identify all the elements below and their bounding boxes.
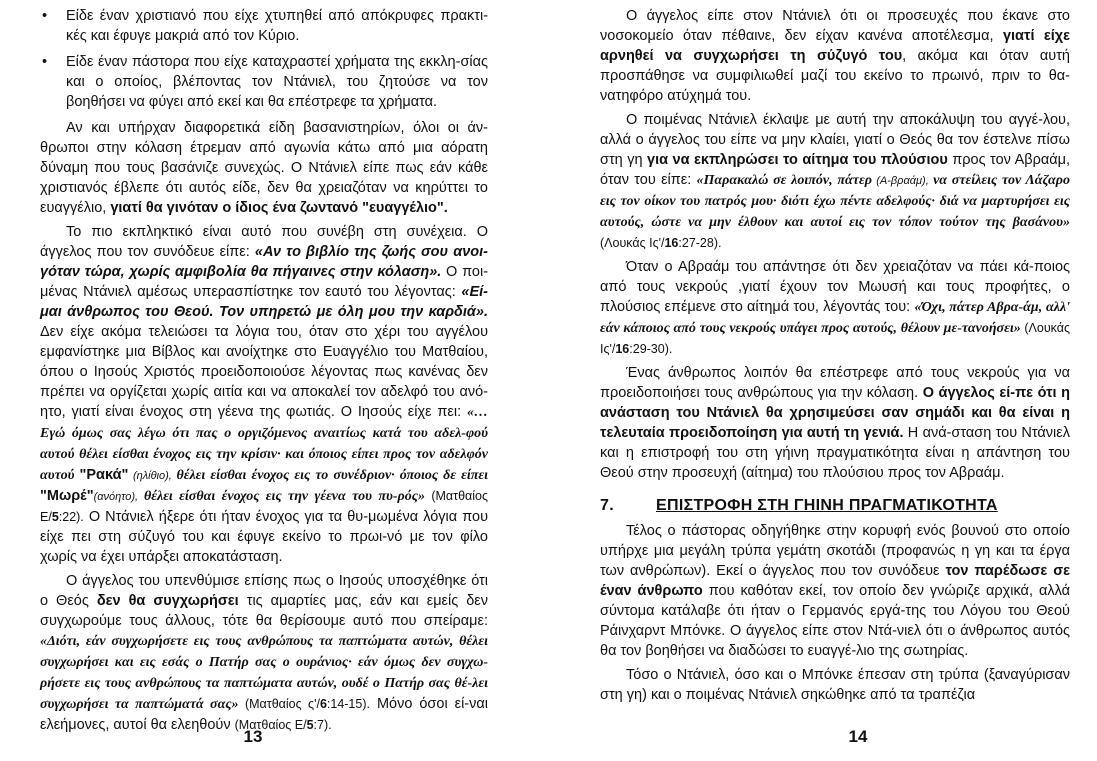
right-column [600,6,1070,709]
page-number: 13 [243,727,263,746]
section-heading [600,497,1070,515]
left-column [40,6,488,739]
section-number: 7. [600,497,614,514]
paragraph: Το πιο εκπληκτικό είναι αυτό που συνέβη στη συνέχεια. Ο άγγελος που τον συνόδευε είπε: «Αν το βιβλίο της ζωής σου ανοι-γόταν τώρα, χωρίς αμφιβολία θα πήγαινες στην κόλαση». Ο ποι-μένας Ντάνιελ αμέσως υπερασπίστηκε τον εαυτό του λέγοντας: «Εί-μαι άνθρωπος του Θεού. Τον υπηρετώ με όλη μου την καρδιά». Δεν είχε ακόμα τελειώσει τα λόγια του, όταν στο χέρι του αγγέλου εμφανίστηκε μια Βίβλος και ανοίχτηκε στο Ευαγγέλιο του Ματθαίου, όπου ο Ιησούς Χριστός προειδοποιούσε λέγοντας πως κανένας δεν πρέπει να οργίζεται χωρίς αιτία και να αποκαλεί τον αδελφό του ανό-ητο, γιατί είναι ένοχος στη γέενα της φωτιάς. Ο Ιησούς είχε πει: «…Εγώ όμως σας λέγω ότι πας ο οργιζόμενος αναιτίως κατά του αδελ-φού αυτού θέλει είσθαι ένοχος εις την κρίσιν· και όποιος είπει προς τον αδελφόν αυτού "Ρακά" (ηλίθιο), θέλει είσθαι ένοχος εις το συνέδριον· όποιος δε είπει "Μωρέ"(ανόητο), θέλει είσθαι ένοχος εις την γέενα του πυ-ρός» (Ματθαίος Ε/5:22). Ο Ντάνιελ ήξερε ότι ήταν ένοχος για τα θυ-μωμένα λόγια που είχε πει στη σύζυγό του και έφυγε εκείνο το πρωι-νό με τον φίλο χωρίς να έχει υπάρξει αποκατάσταση. [40,224,488,565]
bullet-list [40,6,488,112]
scripture-reference: (Λουκάς Ις'/16:27-28). [600,236,722,250]
bullet-dot-icon: • [42,54,48,70]
paragraph: Ο άγγελος του υπενθύμισε επίσης πως ο Ιησούς υποσχέθηκε ότι ο Θεός δεν θα συγχωρήσει τις αμαρτίες μας, εάν και εμείς δεν συγχωρούμε τους άλλους, τότε θα θερίσουμε αυτό που σπείραμε: «Διότι, εάν συγχωρήσετε εις τους ανθρώπους τα παπτώματα αυτών, θέλει συγχωρήσει και εις εσάς ο Πατήρ σας ο ουράνιος· εάν όμως δεν συγχω-ρήσετε εις τους ανθρώπους τα παπτώματα αυτών, ουδέ ο Πατήρ σας θέ-λει συγχωρήσει τα παπτώματά σας» (Ματθαίος ς'/6:14-15). Μόνο όσοι εί-ναι ελεήμονες, αυτοί θα ελεηθούν (Ματθαίος Ε/5:7). [40,573,488,733]
scripture-quote: «Παρακαλώ σε λοιπόν, πάτερ [696,173,872,188]
scripture-quote: «Όχι, πάτερ Αβρα-άμ, αλλ' εάν κάποιος από τους νεκρούς υπάγει προς αυτούς, θέλουν με-τανοήσει» [600,300,1071,336]
page-number: 14 [848,727,868,746]
bullet-dot-icon: • [42,8,48,24]
paragraph: Όταν ο Αβραάμ του απάντησε ότι δεν χρειαζόταν να πάει κά-ποιος από τους νεκρούς ,γιατί έχουν τον Μωυσή και τους προφήτες, ο πλούσιος επέμενε στο αίτημά του, λέγοντάς του: «Όχι, πάτερ Αβρα-άμ, αλλ' εάν κάποιος από τους νεκρούς υπάγει προς αυτούς, θέλουν με-τανοήσει» (Λουκάς Ις'/16:29-30). [600,259,1071,356]
paragraph: Τόσο ο Ντάνιελ, όσο και ο Μπόνκε έπεσαν στη τρύπα (ξαναγύρισαν στη γη) και ο ποιμένας Ντάνιελ σηκώθηκε από τα τραπέζια [600,667,1070,703]
scripture-reference: (Λουκάς Ις'/16:29-30). [600,321,1071,356]
scripture-reference: (Ματθαίος Ε/5:22). [40,489,488,524]
left-page [0,0,548,761]
section-title: ΕΠΙΣΤΡΟΦΗ ΣΤΗ ΓΗΙΝΗ ΠΡΑΓΜΑΤΙΚΟΤΗΤΑ [656,497,998,514]
scripture-quote: «…Εγώ όμως σας λέγω ότι πας ο οργιζόμενος αναιτίως κατά του αδελ-φού αυτού θέλει είσθαι ένοχος εις την κρίσιν· και όποιος είπει προς τον αδελφόν αυτού [40,405,488,483]
right-page [548,0,1097,761]
bullet-item: • Είδε έναν πάστορα που είχε καταχραστεί χρήματα της εκκλη-σίας και ο οποίος, βλέποντας τον Ντάνιελ, του ζητούσε να τον βοηθήσει να φύγει από εκεί και θα επέστρεφε τα χρήματα. [42,54,488,110]
scripture-quote: «Διότι, εάν συγχωρήσετε εις τους ανθρώπους τα παπτώματα αυτών, θέλει συγχωρήσει και εις εσάς ο Πατήρ σας ο ουράνιος· εάν όμως δεν συγχω-ρήσετε εις τους ανθρώπους τα παπτώματα αυτών, ουδέ ο Πατήρ σας θέ-λει συγχωρήσει τα παπτώματά σας» [40,634,488,712]
scripture-reference: (Ματθαίος Ε/5:7). [234,718,332,732]
paragraph: Τέλος ο πάστορας οδηγήθηκε στην κορυφή ενός βουνού στο οποίο υπήρχε μια μεγάλη τρύπα γεμάτη σκοτάδι (προφανώς η γη και τα έργα των ανθρώπων). Εκεί ο άγγελος που τον συνόδευε τον παρέδωσε σε έναν άνθρωπο που καθόταν εκεί, τον οποίο δεν γνώριζε αρχικά, αλλά σύντομα κατάλαβε ότι ήταν ο Γερμανός εργά-της του Λόγου του Θεού Ράινχαρντ Μπόνκε. Ο άγγελος είπε στον Ντά-νιελ ότι ο άνθρωπος αυτός θα τον βοηθήσει να διαδώσει το ευαγγέ-λιο της σωτηρίας. [600,523,1070,659]
scripture-reference: (Ματθαίος ς'/6:14-15). [238,697,370,711]
paragraph: Ο ποιμένας Ντάνιελ έκλαψε με αυτή την αποκάλυψη του αγγέ-λου, αλλά ο άγγελος του είπε να μην κλαίει, γιατί ο Θεός θα τον έστελνε πίσω στη γη για να εκπληρώσει το αίτημα του πλούσιου προς τον Αβραάμ, όταν του είπε: «Παρακαλώ σε λοιπόν, πάτερ (Α-βραάμ), να στείλεις τον Λάζαρο εις τον οίκον του πατρός μου· διότι έχω πέντε αδελφούς· διά να μαρτυρήσει εις αυτούς, ώστε να μην έλθουν και αυτοί εις τον τόπον τούτον της βασάνου» (Λουκάς Ις'/16:27-28). [600,112,1070,250]
bullet-item: • Είδε έναν χριστιανό που είχε χτυπηθεί από απόκρυφες πρακτι-κές και έφυγε μακριά από τον Κύριο. [42,8,488,44]
paragraph: Ο άγγελος είπε στον Ντάνιελ ότι οι προσευχές που έκανε στο νοσοκομείο όταν πέθαινε, δεν είχαν κανένα αποτέλεσμα, γιατί είχε αρνηθεί να συγχωρήσει τη σύζυγό του, ακόμα και όταν αυτή προσπάθησε να συμφιλιωθεί μαζί του εκείνο το πρωινό, πριν το θα-νατηφόρο ατύχημά του. [600,8,1071,104]
paragraph: Ένας άνθρωπος λοιπόν θα επέστρεφε από τους νεκρούς για να προειδοποιήσει τους ανθρώπους για την κόλαση. Ο άγγελος εί-πε ότι η ανάσταση του Ντάνιελ θα χρησιμεύσει σαν σημάδι και θα είναι η τελευταία προειδοποίηση για αυτή τη γενιά. Η ανά-σταση του Ντάνιελ και η επιστροφή του στη γήινη πραγματικότητα είναι η απάντηση του Θεού στην προσευχή (αίτημα) του πλούσιου προς τον Αβραάμ. [600,365,1071,481]
paragraph: Αν και υπήρχαν διαφορετικά είδη βασανιστηρίων, όλοι οι άν-θρωποι στην κόλαση έτρεμαν από αγωνία κάτω από μια αόρατη δύναμη που τους βασάνιζε συνεχώς. Ο Ντάνιελ είπε πως εάν κάθε χριστιανός έβλεπε ότι αυτός είδε, δεν θα χρειαζόταν να κηρύττει το ευαγγέλιο, γιατί θα γινόταν ο ίδιος ένα ζωντανό "ευαγγέλιο". [40,120,488,216]
